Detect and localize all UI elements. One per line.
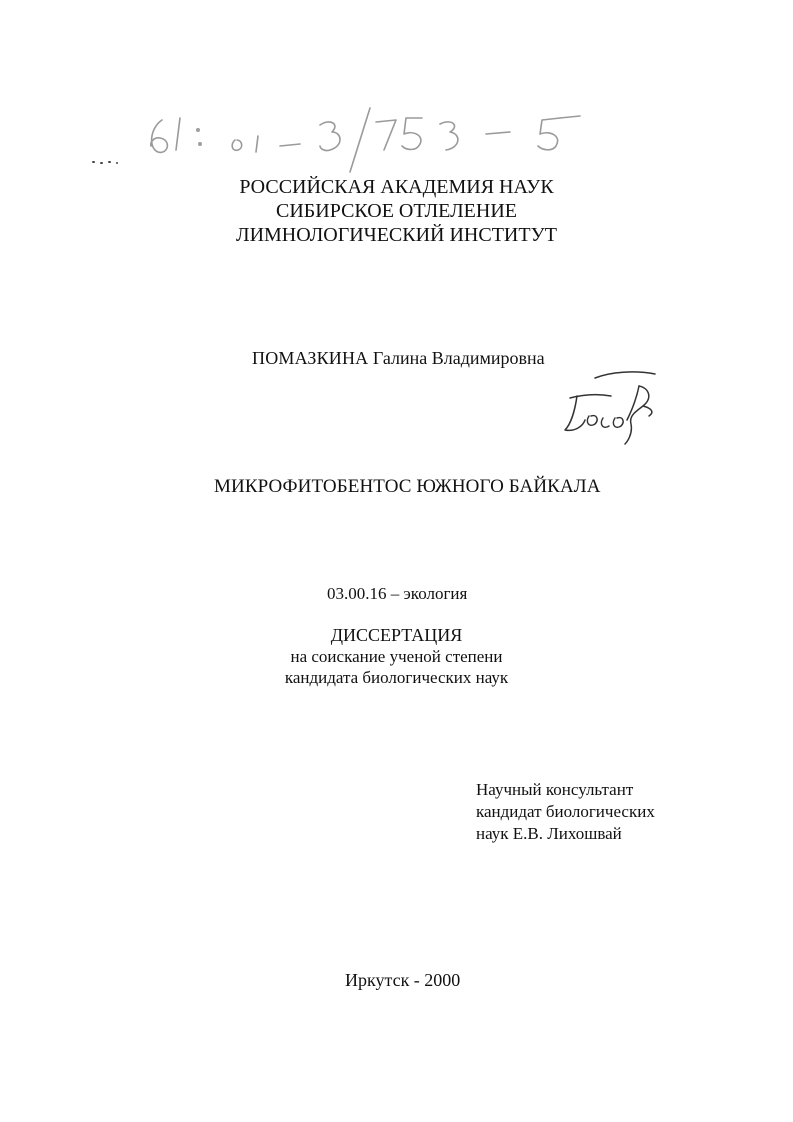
institution-line-3: ЛИМНОЛОГИЧЕСКИЙ ИНСТИТУТ — [236, 224, 557, 246]
advisor-line-3: наук Е.В. Лихошвай — [476, 824, 622, 843]
author-given-names: Галина Владимировна — [372, 348, 545, 368]
author-signature — [555, 368, 665, 448]
specialty-code: 03.00.16 – экология — [327, 584, 468, 603]
scan-speck — [108, 161, 111, 163]
advisor-line-1: Научный консультант — [476, 780, 634, 799]
institution-header — [0, 175, 793, 247]
dissertation-degree-line-1: на соискание ученой степени — [290, 647, 503, 666]
dissertation-heading: ДИССЕРТАЦИЯ — [330, 625, 463, 645]
dissertation-degree-line-2: кандидата биологических наук — [284, 668, 509, 687]
scientific-advisor — [476, 779, 655, 845]
scan-speck — [116, 162, 118, 164]
scan-speck — [92, 161, 95, 163]
dissertation-title: МИКРОФИТОБЕНТОС ЮЖНОГО БАЙКАЛА — [214, 476, 601, 497]
scan-speck — [100, 162, 103, 164]
institution-line-1: РОССИЙСКАЯ АКАДЕМИЯ НАУК — [239, 176, 554, 198]
institution-line-2: СИБИРСКОЕ ОТЛЕЛЕНИЕ — [276, 200, 517, 222]
city-year: Иркутск - 2000 — [345, 970, 461, 990]
author-surname: ПОМАЗКИНА — [252, 348, 369, 368]
handwritten-catalog-number — [140, 100, 620, 175]
author-name — [252, 348, 545, 369]
advisor-line-2: кандидат биологических — [476, 802, 655, 821]
dissertation-block — [0, 625, 793, 688]
